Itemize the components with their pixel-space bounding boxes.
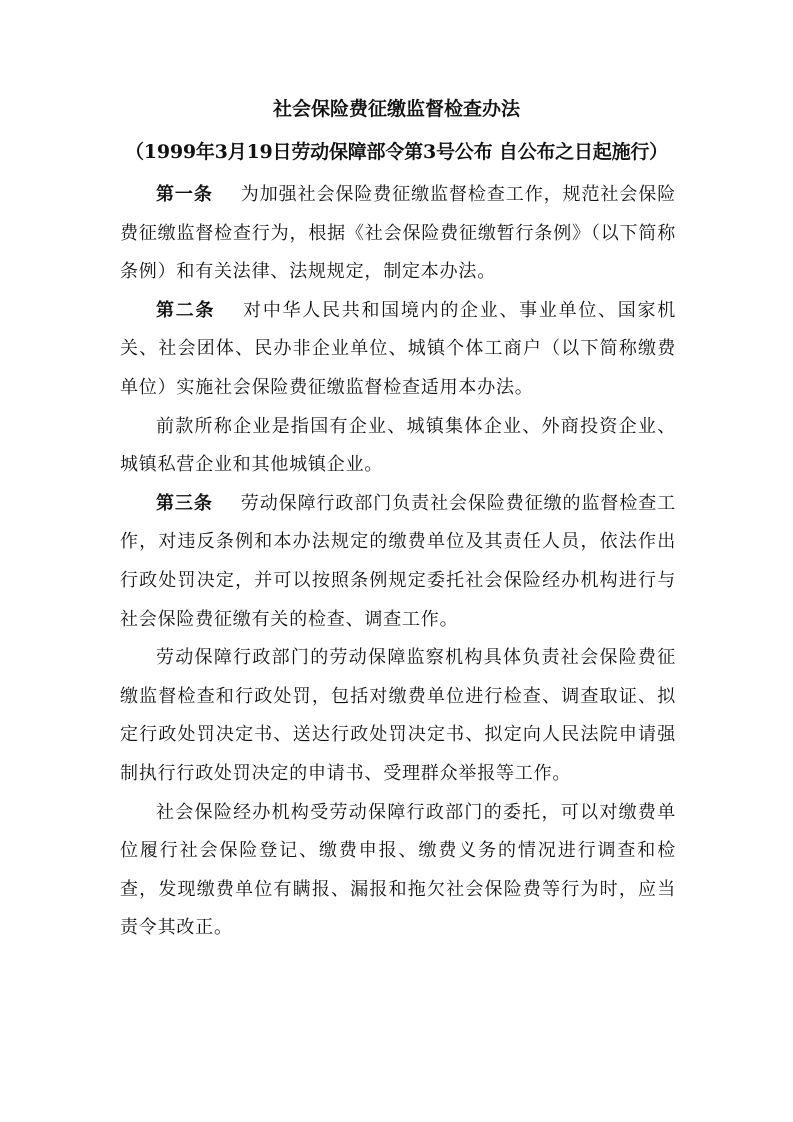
- document-body: [120, 176, 676, 948]
- paragraph-article-3-clause-2: [120, 639, 676, 793]
- paragraph-article-3: [120, 485, 676, 639]
- paragraph-text: 社会保险经办机构受劳动保障行政部门的委托，可以对缴费单位履行社会保险登记、缴费申报、缴费义务的情况进行调查和检查，发现缴费单位有瞒报、漏报和拖欠社会保险费等行为时，应当责令其改正。: [120, 801, 676, 939]
- document-subtitle: （1999年3月19日劳动保障部令第3号公布 自公布之日起施行）: [125, 141, 668, 163]
- paragraph-article-2-clause: [120, 408, 676, 485]
- article-label: 第二条: [156, 299, 216, 321]
- paragraph-text: 对中华人民共和国境内的企业、事业单位、国家机关、社会团体、民办非企业单位、城镇个体工商户（以下简称缴费单位）实施社会保险费征缴监督检查适用本办法。: [120, 299, 676, 398]
- paragraph-article-2: [120, 292, 676, 408]
- article-label: 第一条: [156, 184, 213, 205]
- paragraph-text: 劳动保障行政部门的劳动保障监察机构具体负责社会保险费征缴监督检查和行政处罚，包括对缴费单位进行检查、调查取证、拟定行政处罚决定书、送达行政处罚决定书、拟定向人民法院申请强制执行行政处罚决定的申请书、受理群众举报等工作。: [120, 647, 676, 784]
- paragraph-article-3-clause-3: [120, 794, 676, 948]
- article-label: 第三条: [156, 492, 213, 514]
- paragraph-text: 劳动保障行政部门负责社会保险费征缴的监督检查工作，对违反条例和本办法规定的缴费单位及其责任人员，依法作出行政处罚决定，并可以按照条例规定委托社会保险经办机构进行与社会保险费征缴有关的检查、调查工作。: [120, 492, 676, 630]
- paragraph-article-1: [120, 176, 676, 292]
- document-title: 社会保险费征缴监督检查办法: [272, 98, 520, 120]
- paragraph-text: 前款所称企业是指国有企业、城镇集体企业、外商投资企业、城镇私营企业和其他城镇企业。: [120, 415, 676, 476]
- paragraph-text: 为加强社会保险费征缴监督检查工作，规范社会保险费征缴监督检查行为，根据《社会保险费征缴暂行条例》（以下简称条例）和有关法律、法规规定，制定本办法。: [120, 184, 676, 283]
